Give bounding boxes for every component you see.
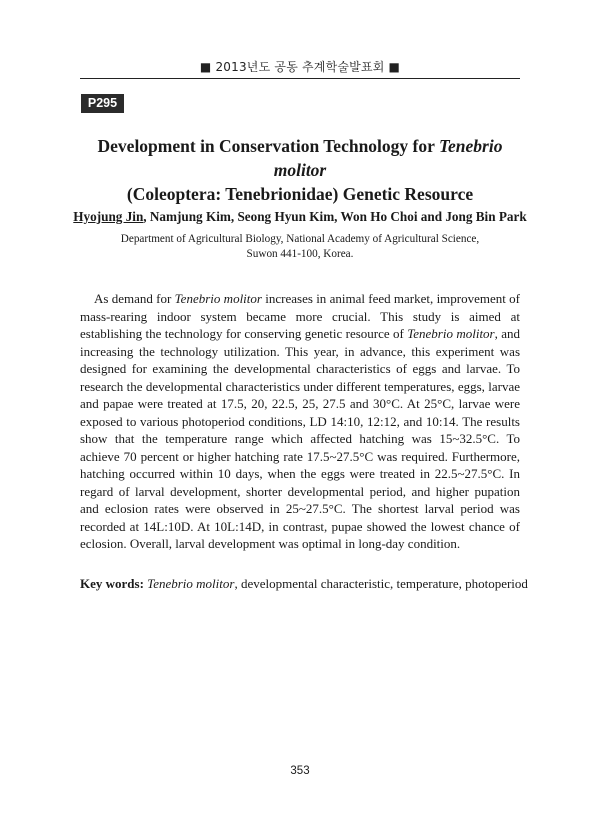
paper-title [80, 134, 520, 206]
title-line-1 [80, 134, 520, 182]
abstract-text-3: , and increasing the technology utilization. This year, in advance, this experiment was designed for examining the developmental characteristics of eggs and larvae. To research the developmental characteristics under different temperatures, eggs, larvae and papae were treated at 17.5, 20, 22.5, 25, 27.5 and 30°C. At 25°C, larvae were exposed to various photoperiod conditions, LD 14:10, 12:12, and 10:14. The results show that the temperature range which affected hatching was 15~32.5°C. To achieve 70 percent or higher hatching rate 17.5~27.5°C was required. Furthermore, hatching occurred within 10 days, when the eggs were treated in 22.5~27.5°C. In regard of larval development, shorter developmental period, and higher pupation and eclosion rates were observed in 25~27.5°C. The shortest larval period was recorded at 14L:10D. At 10L:14D, in contrast, pupae showed the lowest chance of eclosion. Overall, larval development was optimal in long-day condition. [80, 326, 520, 551]
title-species: Tenebrio molitor [273, 136, 503, 180]
keywords-species: Tenebrio molitor [143, 576, 235, 591]
affiliation-line-1: Department of Agricultural Biology, National Academy of Agricultural Science, [120, 233, 480, 245]
co-authors: , Namjung Kim, Seong Hyun Kim, Won Ho Choi and Jong Bin Park [143, 209, 527, 224]
abstract-text-1: As demand for [94, 291, 175, 306]
affiliation [80, 232, 520, 262]
affiliation-line-2: Suwon 441-100, Korea. [246, 248, 354, 260]
conference-header: ■ 2013년도 공동 추계학술발표회 ■ [199, 60, 401, 74]
presenting-author: Hyojung Jin [73, 209, 144, 224]
keywords [80, 575, 528, 593]
author-list [70, 208, 530, 226]
abstract-body [80, 290, 520, 553]
header-rule [80, 78, 520, 79]
keywords-list: , developmental characteristic, temperature, photoperiod [234, 576, 528, 591]
abstract-species-2: Tenebrio molitor [407, 326, 495, 341]
poster-tag: P295 [81, 94, 124, 113]
title-text: Development in Conservation Technology for [97, 136, 439, 156]
title-line-2: (Coleoptera: Tenebrionidae) Genetic Resource [126, 184, 474, 204]
abstract-text-2: increases in animal feed market, improvement of mass-rearing indoor system became more crucial. This study is aimed at establishing the technology for conserving genetic resource of [80, 291, 521, 341]
page-number: 353 [290, 765, 310, 777]
keywords-label: Key words: [80, 576, 144, 591]
abstract-species-1: Tenebrio molitor [174, 291, 262, 306]
